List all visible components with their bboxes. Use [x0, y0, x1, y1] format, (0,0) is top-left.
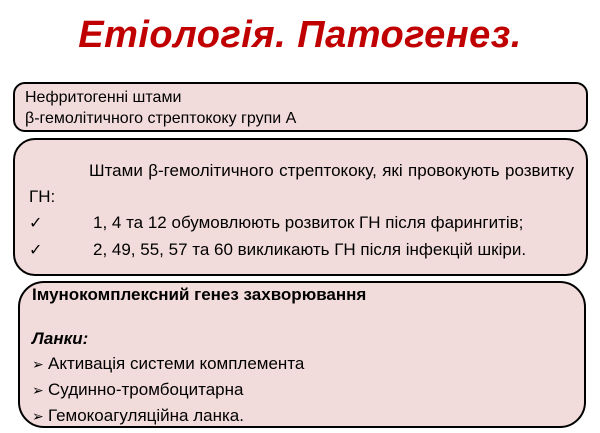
list-item-text: 1, 4 та 12 обумовлюють розвиток ГН після фарингитів; [93, 213, 524, 232]
check-icon: ✓ [29, 215, 43, 232]
strains-line-1: Нефритогенні штами [25, 89, 182, 106]
strain-types-intro: Штами β-гемолітичного стрептококу, які провокують розвитку ГН: [29, 161, 574, 206]
list-item [32, 403, 574, 429]
strains-line-2: β-гемолітичного стрептококу групи А [25, 110, 297, 127]
strain-types-box [13, 138, 588, 276]
arrow-bullet-icon: ➢ [32, 382, 44, 398]
list-item-text: 2, 49, 55, 57 та 60 викликають ГН після інфекцій шкіри. [93, 240, 527, 259]
list-item [29, 237, 574, 264]
links-subheading: Ланки: [32, 329, 89, 348]
strains-box [13, 82, 588, 132]
check-icon: ✓ [29, 242, 43, 259]
pathogenesis-box [18, 281, 586, 428]
list-item [29, 210, 574, 237]
list-item-text: Судинно-тромбоцитарна [48, 380, 244, 399]
arrow-bullet-icon: ➢ [32, 408, 44, 424]
list-item [32, 351, 574, 377]
pathogenesis-heading: Імунокомплексний генез захворювання [32, 285, 367, 304]
list-item [32, 377, 574, 403]
slide-title: Етіологія. Патогенез. [78, 14, 522, 56]
list-item-text: Активація системи комплемента [48, 354, 305, 373]
list-item-text: Гемокоагуляційна ланка. [48, 406, 244, 425]
arrow-bullet-icon: ➢ [32, 356, 44, 372]
